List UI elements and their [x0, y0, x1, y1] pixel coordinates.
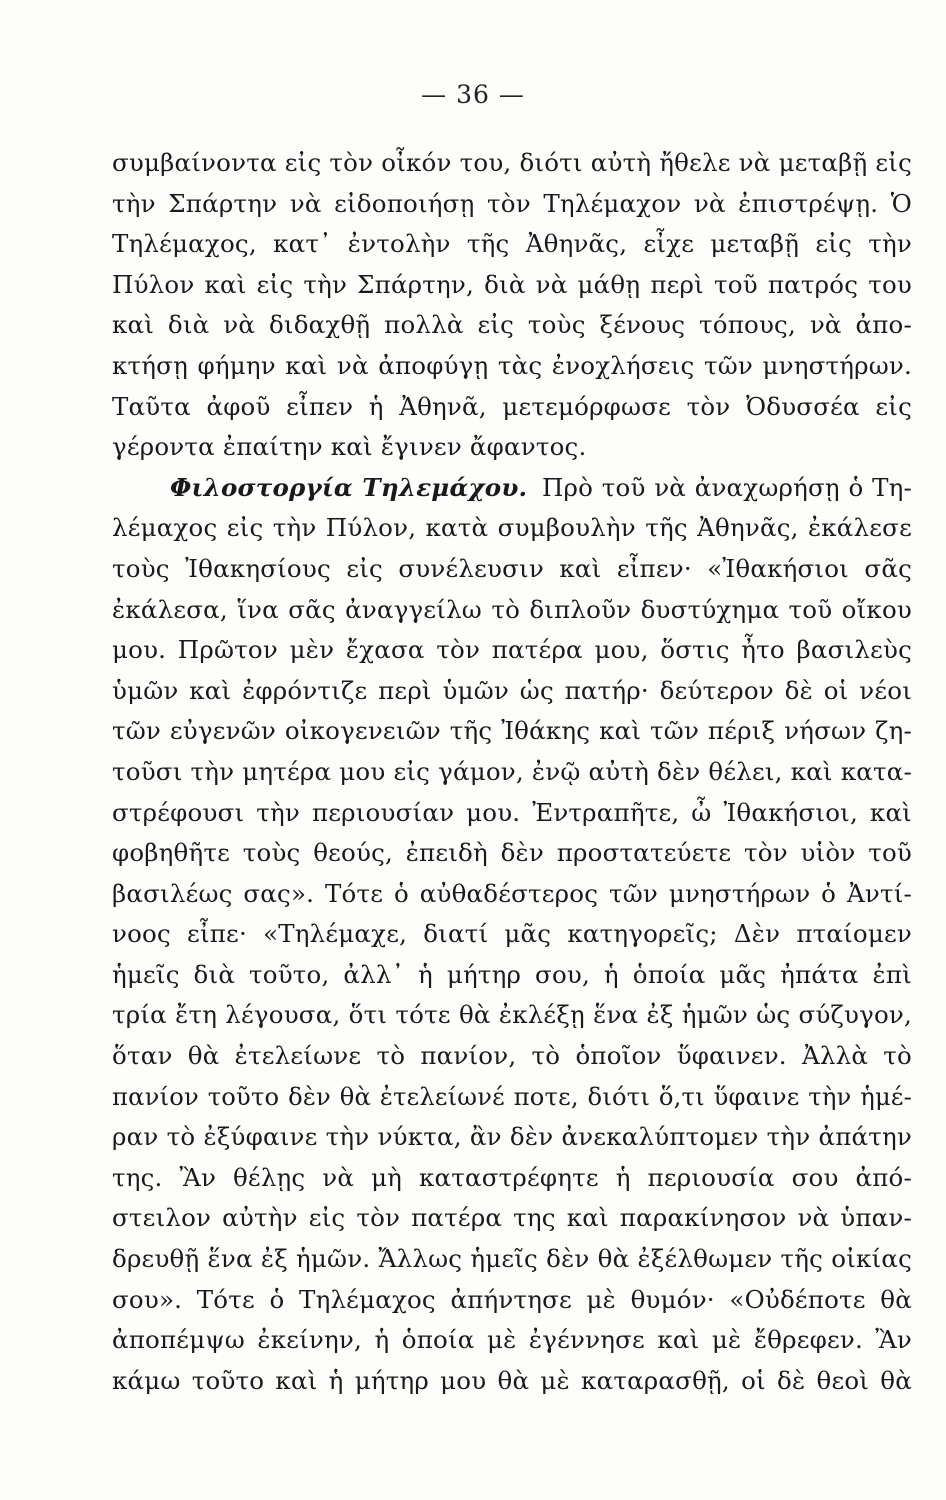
text-line: Τηλέμαχος, κατ᾿ ἐντολὴν τῆς Ἀθηνᾶς, εἶχε μεταβῇ εἰς τὴν: [112, 229, 912, 259]
text-line: τοὺς Ἰθακησίους εἰς συνέλευσιν καὶ εἶπεν· «Ἰθακήσιοι σᾶς: [112, 553, 912, 583]
text-line: νοος εἶπε· «Τηλέμαχε, διατί μᾶς κατηγορεῖς; Δὲν πταίομεν: [112, 919, 912, 949]
text-line: σου». Τότε ὁ Τηλέμαχος ἀπήντησε μὲ θυμόν· «Οὐδέποτε θὰ: [112, 1284, 912, 1314]
text-line: τὴν Σπάρτην νὰ εἰδοποιήσῃ τὸν Τηλέμαχον νὰ ἐπιστρέψῃ. Ὁ: [112, 188, 912, 218]
text-line: γέροντα ἐπαίτην καὶ ἔγινεν ἄφαντος.: [112, 432, 587, 462]
section-heading: Φιλοστοργία Τηλεμάχου.: [170, 472, 528, 502]
section-heading-line: [112, 468, 912, 509]
text-line: συμβαίνοντα εἰς τὸν οἶκόν του, διότι αὐτὴ ἤθελε νὰ μεταβῇ εἰς: [112, 148, 912, 177]
text-line: κάμω τοῦτο καὶ ἡ μήτηρ μου θὰ μὲ καταρασθῇ, οἱ δὲ θεοὶ θὰ: [112, 1365, 912, 1395]
text-line: Πύλον καὶ εἰς τὴν Σπάρτην, διὰ νὰ μάθῃ περὶ τοῦ πατρός του: [112, 269, 912, 299]
text-line: τρία ἔτη λέγουσα, ὅτι τότε θὰ ἐκλέξῃ ἕνα ἐξ ἡμῶν ὡς σύζυγον,: [112, 1000, 912, 1030]
text-line: ραν τὸ ἐξύφαινε τὴν νύκτα, ἂν δὲν ἀνεκαλύπτομεν τὴν ἀπάτην: [112, 1122, 912, 1152]
page-number: — 36 —: [421, 80, 525, 109]
text-line: ἐκάλεσα, ἵνα σᾶς ἀναγγείλω τὸ διπλοῦν δυστύχημα τοῦ οἴκου: [112, 594, 912, 624]
text-line: καὶ διὰ νὰ διδαχθῇ πολλὰ εἰς τοὺς ξένους τόπους, νὰ ἀπο-: [112, 310, 912, 340]
text-line: λέμαχος εἰς τὴν Πύλον, κατὰ συμβουλὴν τῆς Ἀθηνᾶς, ἐκάλεσε: [112, 513, 912, 543]
text-line: ἡμεῖς διὰ τοῦτο, ἀλλ᾿ ἡ μήτηρ σου, ἡ ὁποία μᾶς ἠπάτα ἐπὶ: [112, 959, 912, 989]
text-line: ὑμῶν καὶ ἐφρόντιζε περὶ ὑμῶν ὡς πατήρ· δεύτερον δὲ οἱ νέοι: [112, 675, 912, 705]
text-line: μου. Πρῶτον μὲν ἔχασα τὸν πατέρα μου, ὅστις ἦτο βασιλεὺς: [112, 635, 912, 665]
text-line: βασιλέως σας». Τότε ὁ αὐθαδέστερος τῶν μνηστήρων ὁ Ἀντί-: [112, 878, 912, 908]
text-line: τοῦσι τὴν μητέρα μου εἰς γάμον, ἐνῷ αὐτὴ δὲν θέλει, καὶ κατα-: [112, 756, 912, 786]
text-line: πανίον τοῦτο δὲν θὰ ἐτελείωνέ ποτε, διότι ὅ,τι ὕφαινε τὴν ἡμέ-: [112, 1082, 912, 1111]
text-line: της. Ἂν θέλῃς νὰ μὴ καταστρέφητε ἡ περιουσία σου ἀπό-: [112, 1162, 912, 1192]
text-line: κτήσῃ φήμην καὶ νὰ ἀποφύγῃ τὰς ἐνοχλήσεις τῶν μνηστήρων.: [112, 350, 912, 380]
text-line: Ταῦτα ἀφοῦ εἶπεν ἡ Ἀθηνᾶ, μετεμόρφωσε τὸν Ὀδυσσέα εἰς: [112, 391, 912, 421]
text-line: ἀποπέμψω ἐκείνην, ἡ ὁποία μὲ ἐγέννησε καὶ μὲ ἔθρεφεν. Ἂν: [112, 1325, 912, 1355]
text-line: ὅταν θὰ ἐτελείωνε τὸ πανίον, τὸ ὁποῖον ὕφαινεν. Ἀλλὰ τὸ: [112, 1041, 912, 1071]
text-line: δρευθῇ ἕνα ἐξ ἡμῶν. Ἄλλως ἡμεῖς δὲν θὰ ἐξέλθωμεν τῆς οἰκίας: [112, 1244, 912, 1274]
text-line: τῶν εὐγενῶν οἰκογενειῶν τῆς Ἰθάκης καὶ τῶν πέριξ νήσων ζη-: [112, 716, 912, 746]
heading-line-text: Πρὸ τοῦ νὰ ἀναχωρήσῃ ὁ Τη-: [541, 472, 912, 502]
body-text: [112, 143, 912, 1401]
text-line: στρέφουσι τὴν περιουσίαν μου. Ἐντραπῆτε, ὦ Ἰθακήσιοι, καὶ: [112, 797, 912, 827]
text-line: φοβηθῆτε τοὺς θεούς, ἐπειδὴ δὲν προστατεύετε τὸν υἱὸν τοῦ: [112, 838, 912, 868]
text-line: στειλον αὐτὴν εἰς τὸν πατέρα της καὶ παρακίνησον νὰ ὑπαν-: [112, 1203, 912, 1233]
